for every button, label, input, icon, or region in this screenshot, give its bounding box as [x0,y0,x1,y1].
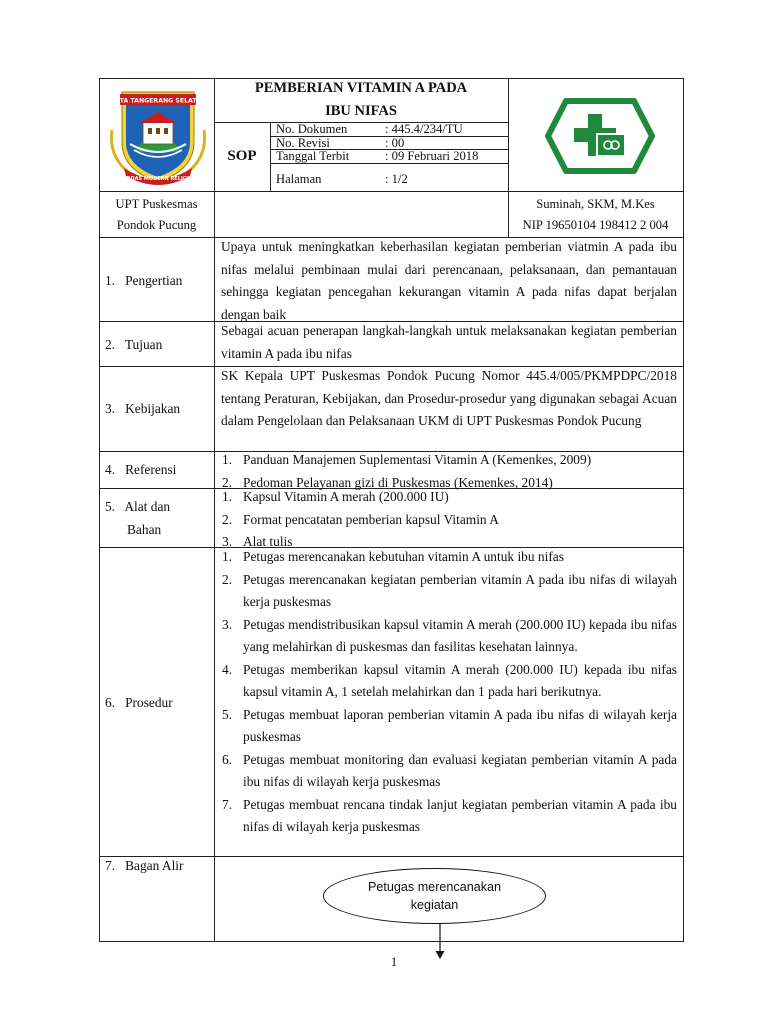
meta-label-1: No. Revisi [276,136,330,150]
section-label-bagan: 7. Bagan Alir [105,858,184,873]
meta-value-1: : 00 [385,136,405,150]
list-item: 2. Format pencatatan pemberian kapsul Vitamin A [222,511,499,527]
alat-list [214,486,677,554]
meta-label-0: No. Dokumen [276,122,348,136]
sop-divider [270,122,271,192]
section-label-alat-2: Bahan [127,522,162,537]
meta-value-3: : 1/2 [385,172,408,186]
meta-value-0: : 445.4/234/TU [385,122,463,136]
city-logo [104,90,212,186]
puskesmas-logo [540,97,660,175]
document-title-line2: IBU NIFAS [325,103,397,119]
meta-label-3: Halaman [276,172,322,186]
list-item: 4. Petugas memberikan kapsul vitamin A merah (200.000 IU) kepada ibu nifas kapsul vitamin A, 1 setelah melahirkan dan 1 pada hari berikutnya. [222,661,677,699]
header-divider [99,191,684,192]
list-item: 3. Petugas mendistribusikan kapsul vitamin A merah (200.000 IU) kepada ibu nifas yang melahirkan di puskesmas dan fasilitas kesehatan lainnya. [222,616,677,654]
section-text-kebijakan: SK Kepala UPT Puskesmas Pondok Pucung Nomor 445.4/005/PKMPDPC/2018 tentang Peraturan, Kebijakan, dan Prosedur-prosedur yang digunakan sebagai Acuan dalam Pengelolaan dan Pelaksanaan UKM di UPT Puskesmas Pondok Pucung [221,368,677,428]
table-border-right [683,78,684,942]
meta-label-2: Tanggal Terbit [276,149,350,163]
list-item: 2. Pedoman Pelayanan gizi di Puskesmas (Kemenkes, 2014) [222,474,553,490]
list-item: 7. Petugas membuat rencana tindak lanjut kegiatan pemberian vitamin A pada ibu nifas di wilayah kerja puskesmas [222,796,677,834]
sop-label: SOP [227,148,257,164]
meta-line-0 [214,122,508,123]
row-divider-7 [99,856,684,857]
logo-text-bottom: CERDAS MODERN RELIGIUS [119,176,197,182]
flowchart-start-node [323,868,546,924]
page-number: 1 [390,955,398,969]
unit-name-line2: Pondok Pucung [116,218,197,232]
section-text-pengertian: Upaya untuk meningkatkan keberhasilan kegiatan pemberian viatmin A pada ibu nifas melalui pembinaan mulai dari perencanaan, pelaksanaan, dan pemantauan sehingga kegiatan pencegahan kekurangan vitamin A pada nifas dapat berjalan dengan baik [221,239,677,322]
section-label-referensi: 4. Referensi [105,462,177,477]
section-text-tujuan: Sebagai acuan penerapan langkah-langkah untuk melaksanakan kegiatan pemberian vitamin A pada ibu nifas [221,323,677,361]
meta-value-2: : 09 Februari 2018 [385,149,479,163]
unit-name-line1: UPT Puskesmas [115,197,198,211]
meta-line-3 [270,163,508,164]
logo-text-top: KOTA TANGERANG SELATAN [109,97,207,105]
signer-name: Suminah, SKM, M.Kes [536,197,655,211]
section-label-tujuan: 2. Tujuan [105,337,163,352]
list-item: 1. Kapsul Vitamin A merah (200.000 IU) [222,489,449,504]
section-label-pengertian: 1. Pengertian [105,273,183,288]
prosedur-list [214,546,677,839]
list-item: 3. Alat tulis [222,534,293,549]
document-title-line1: PEMBERIAN VITAMIN A PADA [254,80,468,96]
section-label-prosedur: 6. Prosedur [105,695,173,710]
section-label-alat: 5. Alat dan [105,499,171,514]
table-border-bottom [99,941,684,942]
signer-nip: NIP 19650104 198412 2 004 [522,218,669,232]
list-item: 6. Petugas membuat monitoring dan evaluasi kegiatan pemberian vitamin A pada ibu nifas di wilayah kerja puskesmas [222,751,677,789]
list-item: 2. Petugas merencanakan kegiatan pemberian vitamin A pada ibu nifas di wilayah kerja puskesmas [222,571,677,609]
list-item: 5. Petugas membuat laporan pemberian vitamin A pada ibu nifas di wilayah kerja puskesmas [222,706,677,744]
flowchart-arrow [434,924,446,960]
flowchart-start-label: Petugas merencanakan kegiatan [367,880,502,912]
list-item: 1. Petugas merencanakan kebutuhan vitamin A untuk ibu nifas [222,549,564,564]
list-item: 1. Panduan Manajemen Suplementasi Vitamin A (Kemenkes, 2009) [222,452,592,467]
section-label-kebijakan: 3. Kebijakan [105,401,181,416]
